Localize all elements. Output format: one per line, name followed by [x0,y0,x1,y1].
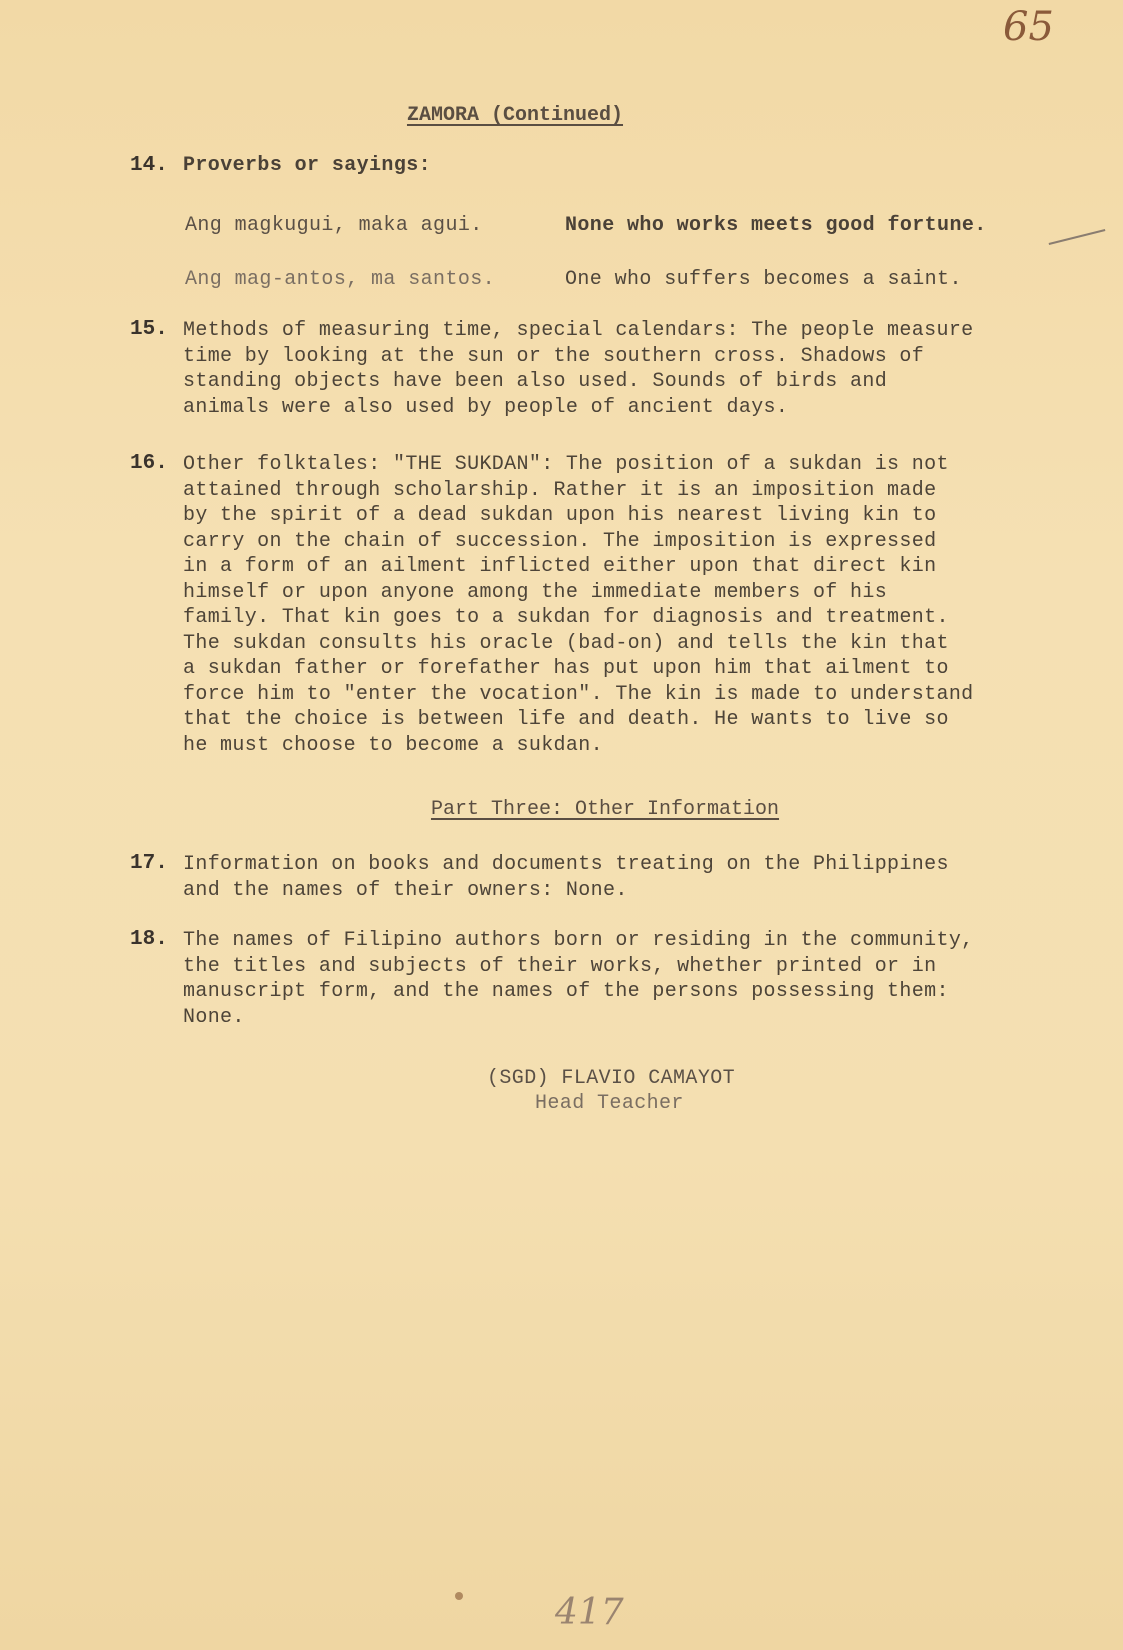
handwritten-page-number: 65 [1003,4,1054,50]
item-18-text: The names of Filipino authors born or residing in the community, the titles and subjects of their works, whether printed or in manuscript form, and the names of the persons possessing them: None. [183,929,974,1029]
item-18-number: 18. [130,928,168,951]
proverb-2-translation: One who suffers becomes a saint. [565,268,962,291]
handwritten-footer-number: 417 [555,1592,624,1633]
item-17-text: Information on books and documents treating on the Philippines and the names of their owners: None. [183,853,949,902]
proverb-1-original: Ang magkugui, maka agui. [185,214,483,237]
item-16-text: Other folktales: "THE SUKDAN": The position of a sukdan is not attained through scholarship. Rather it is an imposition made by the spirit of a dead sukdan upon his nearest living kin to carry on the chain of succession. The imposition is expressed in a form of an ailment inflicted either upon that direct kin himself or upon anyone among the immediate members of his family. That kin goes to a sukdan for diagnosis and treatment. The sukdan consults his oracle (bad-on) and tells the kin that a sukdan father or forefather has put upon him that ailment to force him to "enter the vocation". The kin is made to understand that the choice is between life and death. He wants to live so he must choose to become a sukdan. [183,453,974,757]
item-14-heading: Proverbs or sayings: [183,154,432,177]
part-three-heading: Part Three: Other Information [430,798,780,821]
proverb-1-translation: None who works meets good fortune. [565,214,987,237]
stray-mark [455,1592,463,1600]
margin-pencil-mark [1049,229,1106,245]
page-title: ZAMORA (Continued) [406,104,624,127]
signature-name: (SGD) FLAVIO CAMAYOT [487,1067,736,1090]
item-15-text: Methods of measuring time, special calendars: The people measure time by looking at the sun or the southern cross. Shadows of standing objects have been also used. Sounds of birds and animals were also used by people of ancient days. [183,319,974,419]
item-17-number: 17. [130,852,168,875]
proverb-2-original: Ang mag-antos, ma santos. [185,268,496,291]
item-15-number: 15. [130,318,168,341]
item-14-number: 14. [130,154,168,177]
signature-title: Head Teacher [535,1092,684,1115]
item-16-number: 16. [130,452,168,475]
